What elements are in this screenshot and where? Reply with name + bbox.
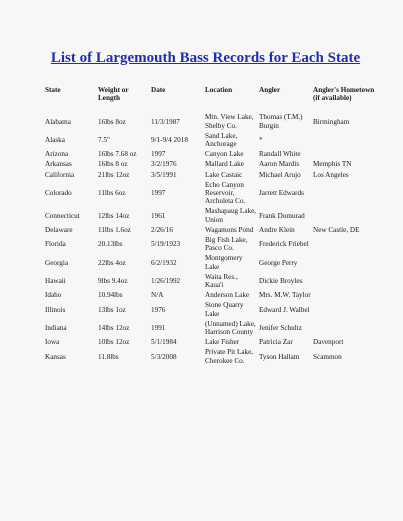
cell-weight: 12lbs 14oz [98,211,130,220]
cell-location: (Unnamed) Lake, Harrison County [205,319,256,337]
cell-location: Private Pit Lake, Cherokee Co. [205,348,254,365]
cell-date: 1976 [151,305,166,314]
cell-location: Echo Canyon Reservoir, Archuleta Co. [205,180,246,206]
cell-weight: 11lbs 1.6oz [98,225,131,234]
cell-state: Kansas [45,352,66,361]
cell-weight: 16lbs 8 oz [98,160,128,169]
cell-weight: 20.13lbs [98,240,123,249]
cell-angler: Michael Arujo [259,170,301,179]
cell-angler: Dickie Broyles [259,276,303,285]
cell-state: Iowa [45,338,60,347]
cell-hometown: New Castle, DE [313,225,360,234]
cell-angler: Tyson Hallam [259,352,300,361]
cell-hometown [313,272,379,290]
cell-date: 3/5/1991 [151,170,177,179]
cell-weight: 13lbs 1oz [98,305,126,314]
cell-weight: 10lbs 12oz [98,338,130,347]
cell-state: Arizona [45,150,69,159]
cell-state: Idaho [45,291,62,300]
cell-angler: Thomas (T.M.) Burgin [259,113,303,130]
table-row [45,149,379,159]
cell-date: 1997 [151,189,166,198]
cell-hometown [313,300,379,318]
column-header-location: Location [205,86,233,94]
cell-date: 11/3/1987 [151,117,180,126]
cell-date: 1991 [151,323,166,332]
column-header-angler: Angler [259,86,281,94]
cell-hometown [313,235,379,253]
cell-location: Stone Quarry Lake [205,301,244,318]
cell-state: Arkansas [45,160,72,169]
cell-angler: Mrs. M.W. Taylor [259,291,311,300]
cell-hometown: Birmingham [313,117,350,126]
table-row [45,272,379,290]
cell-weight: 11lbs 6oz [98,189,126,198]
cell-location: Lake Castaic [205,170,243,179]
cell-weight: 16lbs 7.68 oz [98,150,137,159]
cell-angler: Frederick Friebel [259,240,309,249]
table-row [45,300,379,318]
cell-state: Hawaii [45,276,66,285]
cell-date: 5/1/1984 [151,338,177,347]
cell-date: 1961 [151,211,166,220]
table-row [45,225,379,235]
column-header-hometown: Angler's Hometown (if available) [313,86,375,103]
cell-location: Waita Res., Kaua'i [205,272,238,290]
cell-location: Lake Fisher [205,338,240,347]
cell-hometown [313,290,379,300]
cell-location: Wagamons Pond [205,225,254,234]
table-row [45,253,379,271]
table-header-row [45,86,379,112]
cell-date: 1/26/1992 [151,276,181,285]
cell-hometown [313,131,379,149]
cell-date: 9/1-9/4 2018 [151,135,188,144]
table-row [45,347,379,365]
cell-date: 1997 [151,150,166,159]
cell-hometown [313,180,379,207]
cell-date: 3/2/1976 [151,160,177,169]
cell-date: N/A [151,291,164,300]
cell-date: 2/26/16 [151,225,173,234]
cell-angler: Aaron Mardis [259,160,300,169]
cell-hometown [313,149,379,159]
table-body [45,112,379,365]
cell-angler: Patricia Zar [259,338,293,347]
cell-state: Georgia [45,258,69,267]
cell-weight: 14lbs 12oz [98,323,130,332]
column-header-date: Date [151,86,166,94]
table-row [45,319,379,337]
cell-hometown: Scammon [313,352,342,361]
table-row [45,180,379,207]
cell-weight: 9lbs 9.4oz [98,276,128,285]
cell-date: 5/3/2008 [151,352,177,361]
cell-weight: 22lbs 4oz [98,258,126,267]
cell-angler: Jarrett Edwards [259,189,304,198]
cell-location: Sand Lake, Anchorage [205,131,238,149]
cell-angler: Frank Domurad [259,211,305,220]
cell-location: Canyon Lake [205,150,244,159]
cell-weight: 11.8lbs [98,352,119,361]
cell-hometown: Memphis TN [313,160,352,169]
cell-angler: George Perry [259,258,298,267]
table-row [45,112,379,130]
cell-date: 5/19/1923 [151,240,181,249]
records-table [45,86,379,366]
table-row [45,206,379,224]
cell-state: Delaware [45,225,73,234]
cell-location: Anderson Lake [205,291,250,300]
cell-state: Illinois [45,305,66,314]
cell-angler: Jenifer Schultz [259,323,302,332]
table-row [45,170,379,180]
cell-angler: * [259,135,263,144]
cell-location: Mallard Lake [205,160,244,169]
page-title: List of Largemouth Bass Records for Each State [50,50,361,66]
cell-date: 6/2/1932 [151,258,177,267]
table-row [45,131,379,149]
cell-state: Connecticut [45,211,80,220]
table-row [45,159,379,169]
table-row [45,235,379,253]
cell-location: Big Fish Lake, Pasco Co. [205,236,248,253]
cell-hometown [313,206,379,224]
cell-state: Florida [45,240,66,249]
cell-state: Alaska [45,135,65,144]
cell-hometown [313,319,379,337]
cell-hometown: Los Angeles [313,170,349,179]
cell-weight: 10.94lbs [98,291,123,300]
cell-state: Indiana [45,323,67,332]
cell-weight: 21lbs 12oz [98,170,130,179]
cell-state: Alabama [45,117,71,126]
column-header-weight: Weight or Length [98,86,129,103]
column-header-state: State [45,86,61,94]
cell-weight: 16lbs 8oz [98,117,126,126]
cell-angler: Randall White [259,150,301,159]
cell-state: Colorado [45,189,72,198]
table-row [45,337,379,347]
cell-angler: Edward J. Walbel [259,305,310,314]
cell-angler: Andre Klein [259,225,295,234]
cell-hometown: Davenport [313,338,344,347]
cell-location: Montgomery Lake [205,254,243,271]
cell-weight: 7.5" [98,135,110,144]
cell-location: Mashapaug Lake, Union [205,207,257,224]
table-row [45,290,379,300]
cell-location: Mtn. View Lake, Shelby Co. [205,113,254,130]
cell-state: California [45,170,75,179]
cell-hometown [313,253,379,271]
